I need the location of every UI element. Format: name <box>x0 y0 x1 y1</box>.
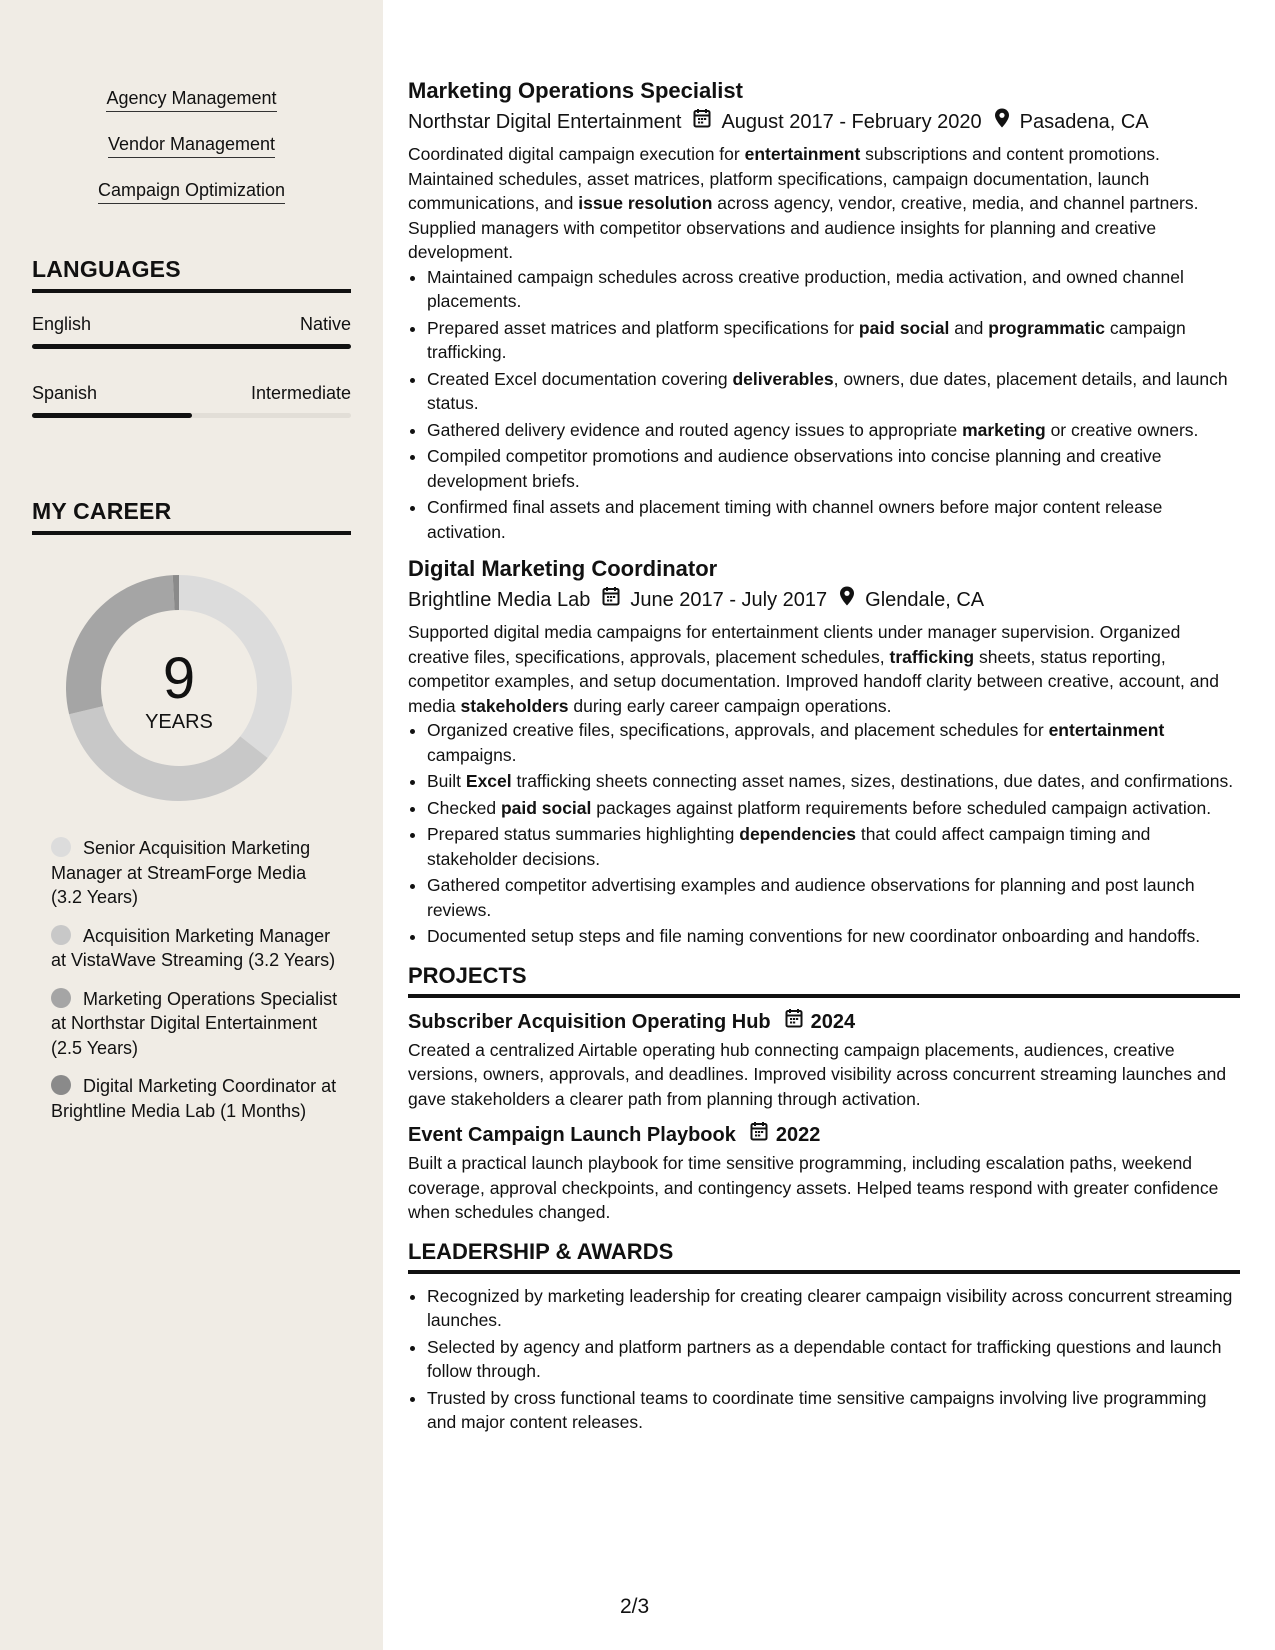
language-row <box>32 383 351 404</box>
bold-keyword: paid social <box>858 317 950 338</box>
project-description: Created a centralized Airtable operating hub connecting campaign placements, audiences, creative versions, owners, approvals, and deadlines. Improved visibility across concurrent streaming launches and gave stakeholders a clearer path from planning through activation. <box>408 1039 1227 1109</box>
sidebar <box>0 0 383 1650</box>
job-meta <box>408 586 1240 614</box>
languages-heading: LANGUAGES <box>32 256 351 293</box>
job-location: Pasadena, CA <box>1019 111 1149 133</box>
career-heading: MY CAREER <box>32 498 351 535</box>
bullet-item <box>427 444 1240 493</box>
calendar-icon <box>785 1008 803 1036</box>
career-legend-item <box>51 1074 341 1123</box>
leadership-item: • Selected by agency and platform partners as a dependable contact for trafficking questions and launch follow through. <box>427 1335 1240 1384</box>
bullet-item <box>427 822 1240 871</box>
bullet-item <box>427 265 1240 314</box>
text-run: or creative owners. <box>1045 419 1199 440</box>
text-run: trafficking sheets connecting asset names, sizes, destinations, due dates, and confirmations. <box>511 771 1234 791</box>
text-run: campaign trafficking. <box>427 317 1186 362</box>
job-summary <box>408 620 1240 718</box>
text-run: Prepared asset matrices and platform specifications for <box>427 317 859 338</box>
career-legend-item <box>51 836 341 910</box>
legend-dot <box>51 925 71 945</box>
text-run: Supported digital media campaigns for entertainment clients under manager supervision. Organized creative files, specifications, approvals, placement schedules, <box>408 622 1181 667</box>
language-name: Spanish <box>32 383 98 403</box>
career-legend-item <box>51 924 341 973</box>
text-run: Documented setup steps and file naming conventions for new coordinator onboarding and handoffs. <box>427 926 1201 946</box>
bullet-item <box>427 924 1240 949</box>
career-legend-text: Senior Acquisition Marketing Manager at StreamForge Media (3.2 Years) <box>51 838 311 907</box>
location-pin-icon <box>839 586 855 614</box>
language-level: Native <box>299 314 351 334</box>
job-meta <box>408 108 1240 136</box>
text-run: Gathered delivery evidence and routed agency issues to appropriate <box>427 419 963 440</box>
project-description: Built a practical launch playbook for time sensitive programming, including escalation paths, weekend coverage, approval checkpoints, and contingency assets. Helped teams respond with greater confidence when schedules changed. <box>408 1153 1219 1222</box>
career-legend <box>51 836 341 1137</box>
project-year: 2024 <box>810 1010 856 1033</box>
text-run: across agency, vendor, creative, media, and channel partners. Supplied managers with competitor observations and audience insights for planning and creative development. <box>408 193 1199 262</box>
bullet-item <box>427 796 1240 821</box>
text-run: Organized creative files, specifications, approvals, and placement schedules for <box>427 720 1049 740</box>
job-dates: June 2017 - July 2017 <box>630 589 828 611</box>
text-run: sheets, status reporting, competitor examples, and setup documentation. Improved handoff clarity between creative, account, and media <box>408 646 1219 716</box>
location-pin-icon <box>994 108 1010 136</box>
bullet-item <box>427 769 1240 794</box>
language-proficiency-fill <box>32 344 351 349</box>
text-run: subscriptions and content promotions. Maintained schedules, asset matrices, platform specifications, campaign documentation, launch communications, and <box>408 144 1160 213</box>
text-run: Confirmed final assets and placement timing with channel owners before major content release activation. <box>427 497 1163 542</box>
skill-tag: Campaign Optimization <box>98 178 285 204</box>
bullet-item <box>427 873 1240 922</box>
text-run: Compiled competitor promotions and audience observations into concise planning and creative development briefs. <box>427 446 1162 491</box>
career-legend-item <box>51 987 341 1061</box>
project-title: Event Campaign Launch Playbook <box>408 1124 736 1146</box>
project-entry <box>408 1008 1240 1112</box>
job-dates: August 2017 - February 2020 <box>721 111 982 133</box>
skill-tag: Agency Management <box>106 86 276 112</box>
career-donut-chart <box>66 575 292 801</box>
language-name: English <box>32 314 92 334</box>
job-summary <box>408 142 1240 265</box>
text-run: Checked <box>427 797 501 818</box>
career-legend-text: Acquisition Marketing Manager at VistaWave Streaming (3.2 Years) <box>51 925 336 970</box>
job-company: Northstar Digital Entertainment <box>408 111 682 133</box>
text-run: , owners, due dates, placement details, and launch status. <box>427 368 1228 413</box>
bullet-item <box>427 495 1240 544</box>
bold-keyword: deliverables <box>732 368 834 389</box>
project-title-row <box>408 1121 1240 1149</box>
job-bullets <box>408 718 1240 949</box>
text-run: Created Excel documentation covering <box>427 368 733 389</box>
project-title: Subscriber Acquisition Operating Hub <box>408 1010 771 1033</box>
bold-keyword: entertainment <box>744 144 861 164</box>
bullet-item <box>427 418 1240 443</box>
text-run: Built <box>427 771 466 791</box>
calendar-icon <box>750 1121 768 1149</box>
bold-keyword: dependencies <box>739 824 856 844</box>
bold-keyword: paid social <box>500 797 592 818</box>
language-proficiency-bar <box>32 413 351 418</box>
bold-keyword: marketing <box>962 419 1046 440</box>
job-bullets <box>408 265 1240 545</box>
project-year: 2022 <box>775 1124 821 1146</box>
job-title: Marketing Operations Specialist <box>408 78 743 103</box>
leadership-list <box>408 1284 1240 1435</box>
calendar-icon <box>693 108 711 136</box>
skill-tag: Vendor Management <box>108 132 275 158</box>
text-run: packages against platform requirements before scheduled campaign activation. <box>591 797 1212 818</box>
bullet-item <box>427 316 1240 365</box>
text-run: and <box>949 317 989 338</box>
text-run: campaigns. <box>427 744 517 765</box>
bold-keyword: trafficking <box>889 646 975 667</box>
bold-keyword: issue resolution <box>578 193 713 213</box>
leadership-heading: LEADERSHIP & AWARDS <box>408 1239 1240 1274</box>
job-location: Glendale, CA <box>865 589 985 611</box>
legend-dot <box>51 1075 71 1095</box>
career-total-years: 9 <box>162 646 196 711</box>
main-content <box>408 76 1240 1437</box>
text-run: during early career campaign operations. <box>568 695 892 716</box>
job-title: Digital Marketing Coordinator <box>408 556 718 581</box>
career-legend-text: Digital Marketing Coordinator at Brightline Media Lab (1 Months) <box>51 1076 337 1121</box>
donut-center <box>66 575 292 801</box>
bold-keyword: stakeholders <box>460 695 569 716</box>
language-level: Intermediate <box>250 383 351 403</box>
career-legend-text: Marketing Operations Specialist at Northstar Digital Entertainment (2.5 Years) <box>51 988 338 1058</box>
bold-keyword: programmatic <box>988 317 1105 338</box>
language-proficiency-bar <box>32 344 351 349</box>
calendar-icon <box>602 586 620 614</box>
job-entry <box>408 76 1240 544</box>
text-run: Prepared status summaries highlighting <box>427 824 740 844</box>
text-run: that could affect campaign timing and stakeholder decisions. <box>427 824 1151 869</box>
job-company: Brightline Media Lab <box>408 589 591 611</box>
text-run: Gathered competitor advertising examples and audience observations for planning and post launch reviews. <box>427 875 1195 920</box>
skill-list <box>0 86 383 224</box>
legend-dot <box>51 837 71 857</box>
language-proficiency-fill <box>32 413 192 418</box>
page-number: 2/3 <box>620 1595 650 1618</box>
leadership-item: • Trusted by cross functional teams to coordinate time sensitive campaigns involving live programming and major content releases. <box>427 1386 1240 1435</box>
projects-heading: PROJECTS <box>408 963 1240 998</box>
bullet-item <box>427 367 1240 416</box>
project-entry <box>408 1121 1240 1225</box>
language-row <box>32 314 351 335</box>
job-entry <box>408 554 1240 949</box>
text-run: Coordinated digital campaign execution for <box>408 144 745 164</box>
career-total-unit: YEARS <box>145 711 213 733</box>
leadership-item: • Recognized by marketing leadership for creating clearer campaign visibility across concurrent streaming launches. <box>427 1284 1240 1333</box>
bold-keyword: entertainment <box>1048 720 1165 740</box>
text-run: Maintained campaign schedules across creative production, media activation, and owned channel placements. <box>427 266 1184 311</box>
bold-keyword: Excel <box>465 771 512 791</box>
bullet-item <box>427 718 1240 767</box>
legend-dot <box>51 988 71 1008</box>
project-title-row <box>408 1008 1240 1036</box>
